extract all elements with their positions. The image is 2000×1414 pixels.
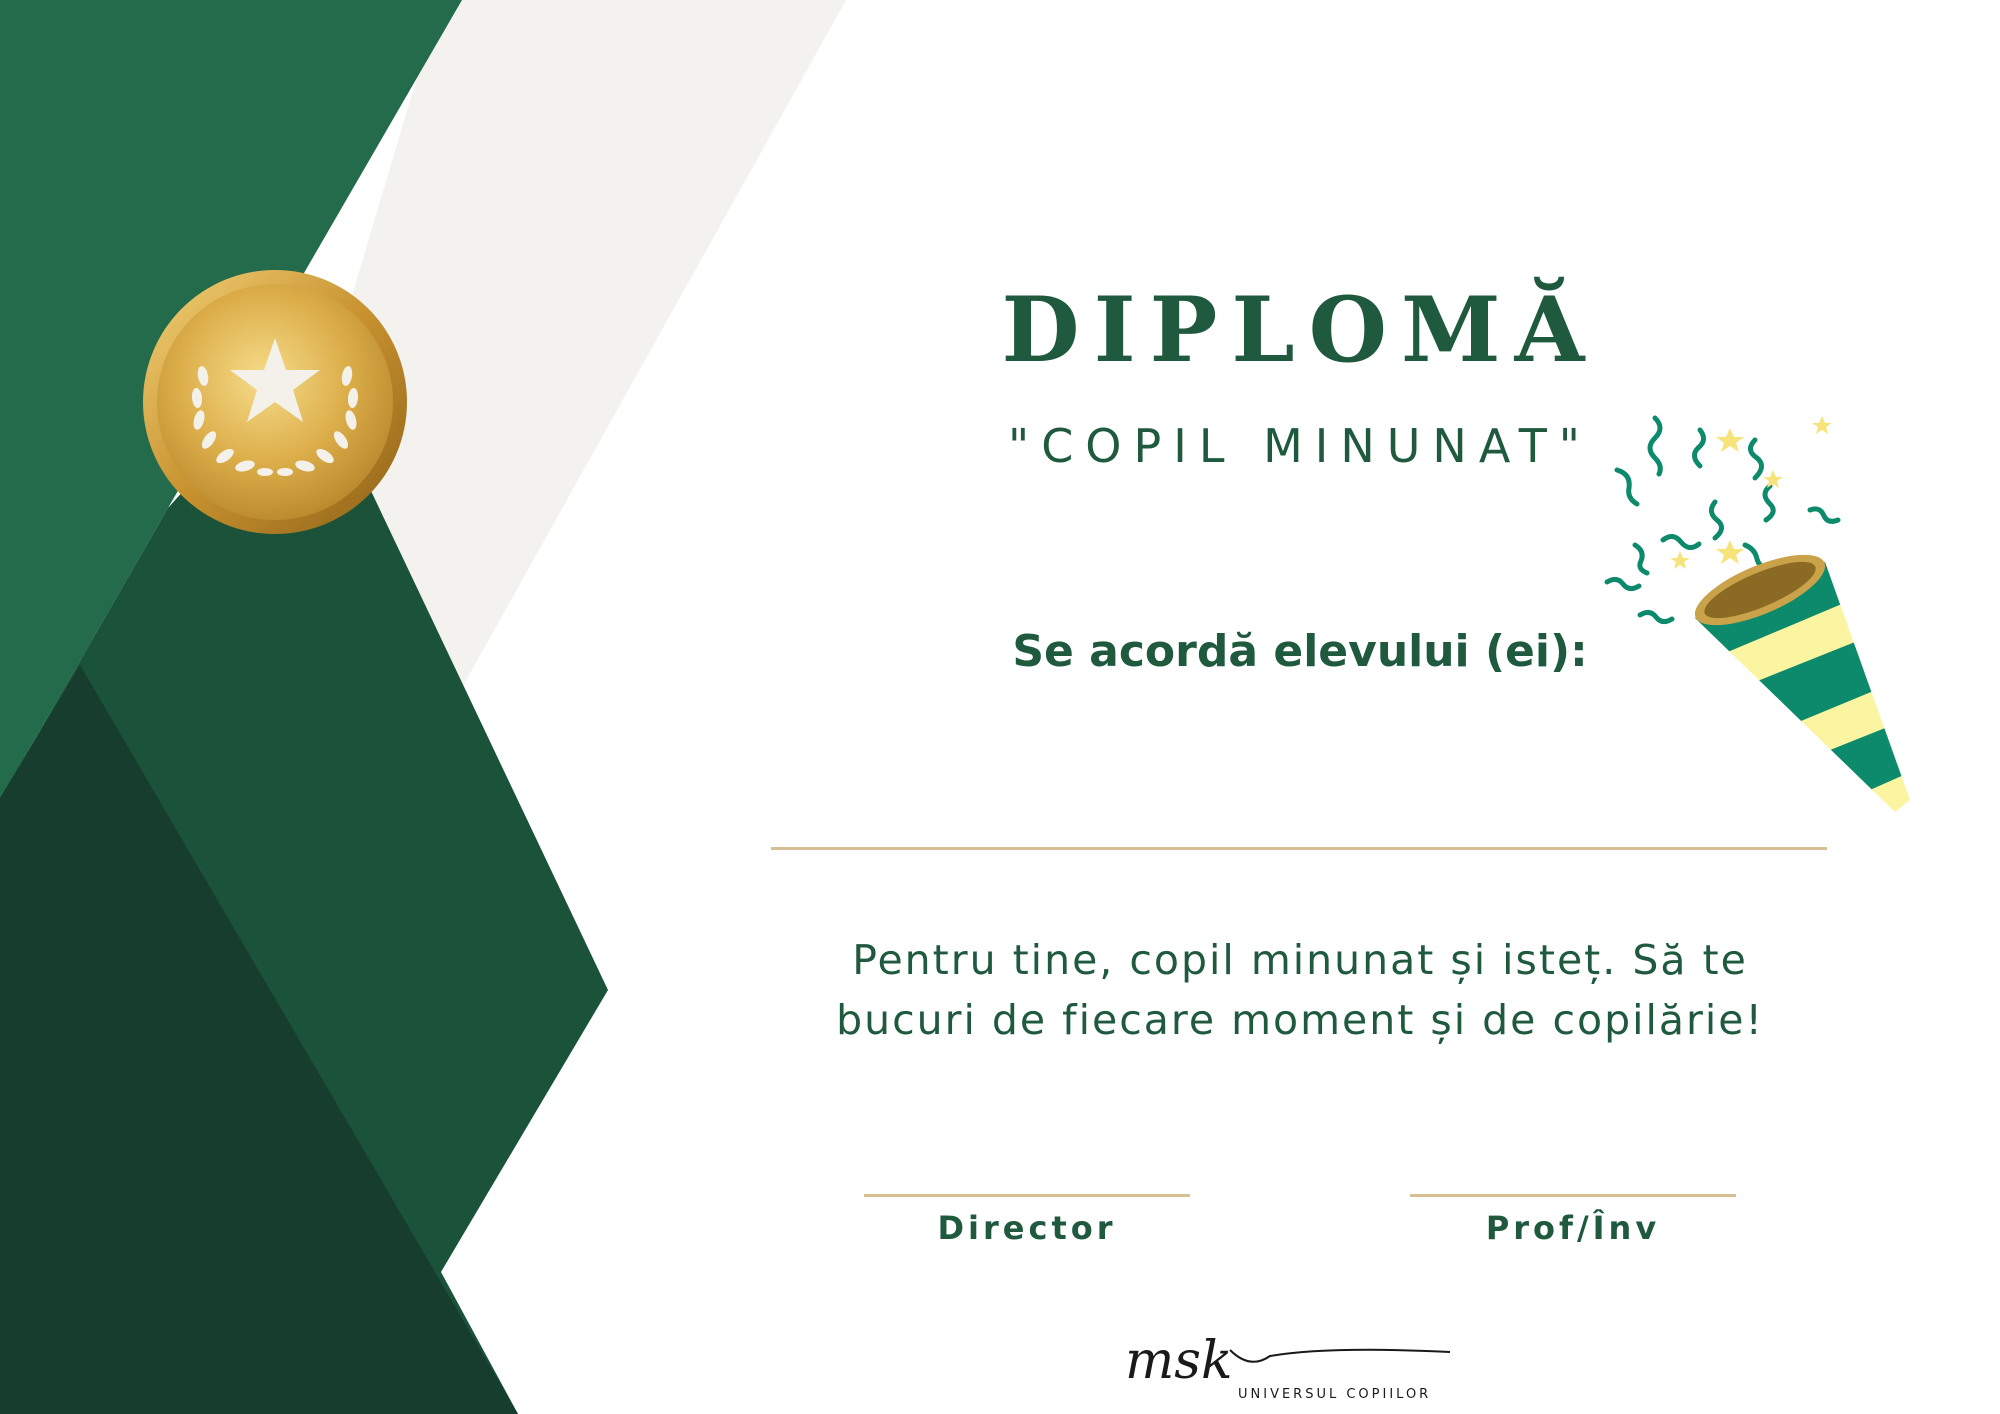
teacher-signature-line bbox=[1410, 1194, 1736, 1197]
page-title: DIPLOMĂ bbox=[1001, 277, 1599, 383]
award-subtitle: "COPIL MINUNAT" bbox=[1008, 419, 1592, 473]
director-signature-line bbox=[864, 1194, 1190, 1197]
message-line-1: Pentru tine, copil minunat și isteț. Să te bbox=[852, 936, 1748, 984]
party-popper-icon bbox=[1595, 410, 1925, 820]
logo-script-text: msk bbox=[1125, 1331, 1233, 1391]
medal-icon bbox=[141, 268, 409, 536]
popper-cone bbox=[1675, 540, 1925, 820]
brand-logo bbox=[1120, 1320, 1460, 1414]
recipient-name-line bbox=[771, 847, 1827, 850]
logo-brand-text: UNIVERSUL COPIILOR bbox=[1238, 1387, 1432, 1402]
teacher-label: Prof/Înv bbox=[1485, 1209, 1661, 1247]
certificate-message bbox=[720, 930, 1880, 1050]
director-label: Director bbox=[937, 1209, 1117, 1247]
message-line-2: bucuri de fiecare moment și de copilărie! bbox=[836, 996, 1764, 1044]
award-recipient-label: Se acordă elevului (ei): bbox=[1012, 626, 1588, 677]
